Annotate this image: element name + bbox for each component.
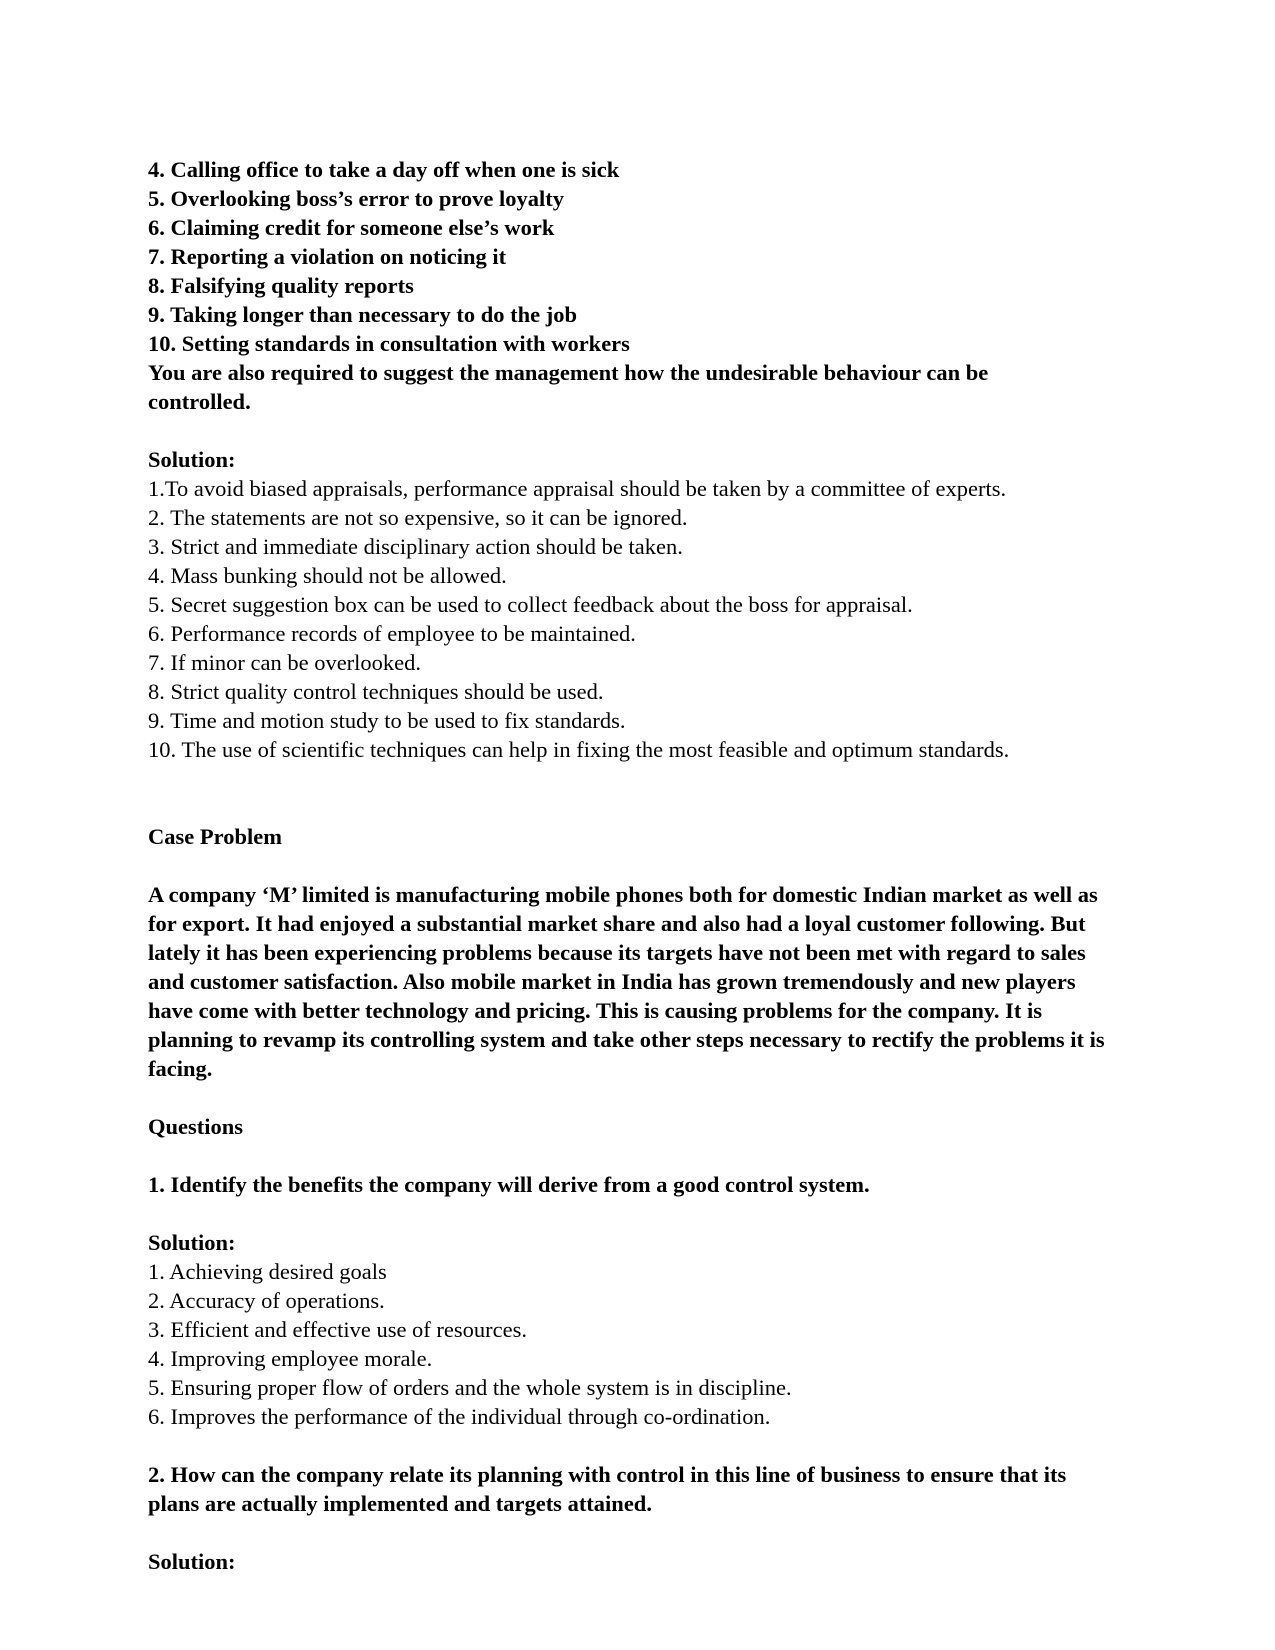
- questions-list: [148, 155, 1148, 358]
- benefit-item: 6. Improves the performance of the individual through co-ordination.: [148, 1404, 771, 1429]
- solution-heading: Solution:: [148, 447, 236, 472]
- solution-heading: Solution:: [148, 1549, 236, 1574]
- management-note: You are also required to suggest the management how the undesirable behaviour can be controlled.: [148, 360, 989, 414]
- benefit-item: 3. Efficient and effective use of resources.: [148, 1317, 528, 1342]
- question-item: 10. Setting standards in consultation with workers: [148, 331, 630, 356]
- solution-heading: Solution:: [148, 1230, 236, 1255]
- question-2: 2. How can the company relate its planning with control in this line of business to ensure that its plans are actually implemented and targets attained.: [148, 1462, 1067, 1516]
- questions-heading: Questions: [148, 1114, 244, 1139]
- solution-item: 2. The statements are not so expensive, so it can be ignored.: [148, 505, 688, 530]
- solution-item: 6. Performance records of employee to be maintained.: [148, 621, 636, 646]
- question-item: 7. Reporting a violation on noticing it: [148, 244, 507, 269]
- benefits-list: [148, 1257, 1148, 1431]
- question-item: 4. Calling office to take a day off when one is sick: [148, 157, 620, 182]
- question-item: 8. Falsifying quality reports: [148, 273, 414, 298]
- solution-item: 3. Strict and immediate disciplinary action should be taken.: [148, 534, 683, 559]
- solution-item: 5. Secret suggestion box can be used to collect feedback about the boss for appraisal.: [148, 592, 913, 617]
- solution-item: 8. Strict quality control techniques should be used.: [148, 679, 604, 704]
- solution-item: 10. The use of scientific techniques can help in fixing the most feasible and optimum standards.: [148, 737, 1010, 762]
- document-page: [148, 155, 1148, 1576]
- benefit-item: 1. Achieving desired goals: [148, 1259, 387, 1284]
- benefit-item: 2. Accuracy of operations.: [148, 1288, 385, 1313]
- solution-item: 1.To avoid biased appraisals, performance appraisal should be taken by a committee of experts.: [148, 476, 1007, 501]
- solution-item: 4. Mass bunking should not be allowed.: [148, 563, 507, 588]
- benefit-item: 5. Ensuring proper flow of orders and the whole system is in discipline.: [148, 1375, 792, 1400]
- question-item: 5. Overlooking boss’s error to prove loyalty: [148, 186, 565, 211]
- question-item: 9. Taking longer than necessary to do the job: [148, 302, 578, 327]
- benefit-item: 4. Improving employee morale.: [148, 1346, 433, 1371]
- solution-item: 9. Time and motion study to be used to fix standards.: [148, 708, 626, 733]
- question-item: 6. Claiming credit for someone else’s work: [148, 215, 555, 240]
- solution-item: 7. If minor can be overlooked.: [148, 650, 422, 675]
- solution-list: [148, 474, 1148, 764]
- case-paragraph: A company ‘M’ limited is manufacturing mobile phones both for domestic Indian market as well as for export. It had enjoyed a substantial market share and also had a loyal customer following. But lately it has been experiencing problems because its targets have not been met with regard to sales and customer satisfaction. Also mobile market in India has grown tremendously and new players have come with better technology and pricing. This is causing problems for the company. It is planning to revamp its controlling system and take other steps necessary to rectify the problems it is facing.: [148, 882, 1105, 1081]
- question-1: 1. Identify the benefits the company will derive from a good control system.: [148, 1172, 870, 1197]
- case-problem-heading: Case Problem: [148, 824, 282, 849]
